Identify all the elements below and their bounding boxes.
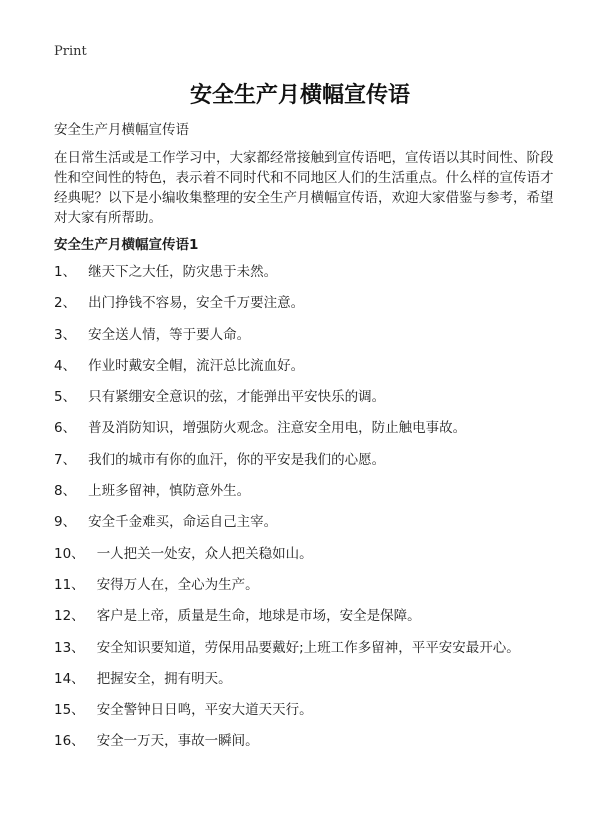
item-text: 上班多留神，慎防意外生。 bbox=[88, 483, 251, 500]
print-link[interactable]: Print bbox=[54, 44, 87, 59]
list-item bbox=[54, 512, 574, 543]
item-text: 只有紧绷安全意识的弦，才能弹出平安快乐的调。 bbox=[88, 389, 386, 406]
list-item bbox=[54, 669, 574, 700]
slogan-list bbox=[54, 262, 574, 763]
page-title: 安全生产月横幅宣传语 bbox=[189, 83, 410, 108]
item-number: 1、 bbox=[54, 264, 77, 280]
intro-paragraph: 在日常生活或是工作学习中，大家都经常接触到宣传语吧，宣传语以其时间性、阶段性和空间性的特色，表示着不同时代和不同地区人们的生活重点。什么样的宣传语才经典呢？以下是小编收集整理的安全生产月横幅宣传语，欢迎大家借鉴与参考，希望对大家有所帮助。 bbox=[54, 150, 554, 226]
list-item bbox=[54, 325, 574, 356]
item-number: 13、 bbox=[54, 639, 85, 656]
item-number: 4、 bbox=[54, 357, 77, 374]
list-item bbox=[54, 418, 574, 449]
item-number: 11、 bbox=[54, 576, 85, 593]
list-item bbox=[54, 544, 574, 575]
item-number: 10、 bbox=[54, 545, 85, 562]
item-text: 继天下之大任，防灾患于未然。 bbox=[88, 264, 278, 280]
item-text: 一人把关一处安，众人把关稳如山。 bbox=[96, 545, 313, 562]
list-item bbox=[54, 262, 574, 293]
list-item bbox=[54, 387, 574, 418]
section-heading: 安全生产月横幅宣传语1 bbox=[54, 237, 199, 253]
item-number: 5、 bbox=[54, 389, 77, 406]
item-number: 14、 bbox=[54, 670, 85, 687]
list-item bbox=[54, 450, 574, 481]
item-number: 9、 bbox=[54, 514, 77, 531]
item-number: 6、 bbox=[54, 420, 77, 437]
subtitle: 安全生产月横幅宣传语 bbox=[54, 122, 189, 138]
item-text: 我们的城市有你的血汗，你的平安是我们的心愿。 bbox=[88, 451, 386, 468]
item-number: 3、 bbox=[54, 326, 77, 343]
item-text: 作业时戴安全帽，流汗总比流血好。 bbox=[88, 357, 305, 374]
item-text: 出门挣钱不容易，安全千万要注意。 bbox=[88, 295, 305, 312]
list-item bbox=[54, 293, 574, 324]
list-item bbox=[54, 356, 574, 387]
item-number: 15、 bbox=[54, 702, 85, 719]
item-number: 7、 bbox=[54, 451, 77, 468]
list-item bbox=[54, 606, 574, 637]
item-text: 把握安全，拥有明天。 bbox=[96, 670, 232, 687]
item-number: 12、 bbox=[54, 608, 85, 625]
list-item bbox=[54, 700, 574, 731]
item-text: 安全送人情，等于要人命。 bbox=[88, 326, 251, 343]
item-text: 客户是上帝，质量是生命，地球是市场，安全是保障。 bbox=[96, 608, 421, 625]
list-item bbox=[54, 575, 574, 606]
item-number: 16、 bbox=[54, 733, 85, 750]
item-text: 安全警钟日日鸣，平安大道天天行。 bbox=[96, 702, 313, 719]
list-item bbox=[54, 481, 574, 512]
item-number: 2、 bbox=[54, 295, 77, 312]
list-item bbox=[54, 638, 574, 669]
item-text: 普及消防知识，增强防火观念。注意安全用电，防止触电事故。 bbox=[88, 420, 467, 437]
item-text: 安全千金难买，命运自己主宰。 bbox=[88, 514, 278, 531]
list-item bbox=[54, 731, 574, 762]
item-text: 安全一万天，事故一瞬间。 bbox=[96, 733, 259, 750]
item-number: 8、 bbox=[54, 483, 77, 500]
item-text: 安全知识要知道，劳保用品要戴好;上班工作多留神，平平安安最开心。 bbox=[96, 639, 520, 656]
item-text: 安得万人在，全心为生产。 bbox=[96, 576, 259, 593]
